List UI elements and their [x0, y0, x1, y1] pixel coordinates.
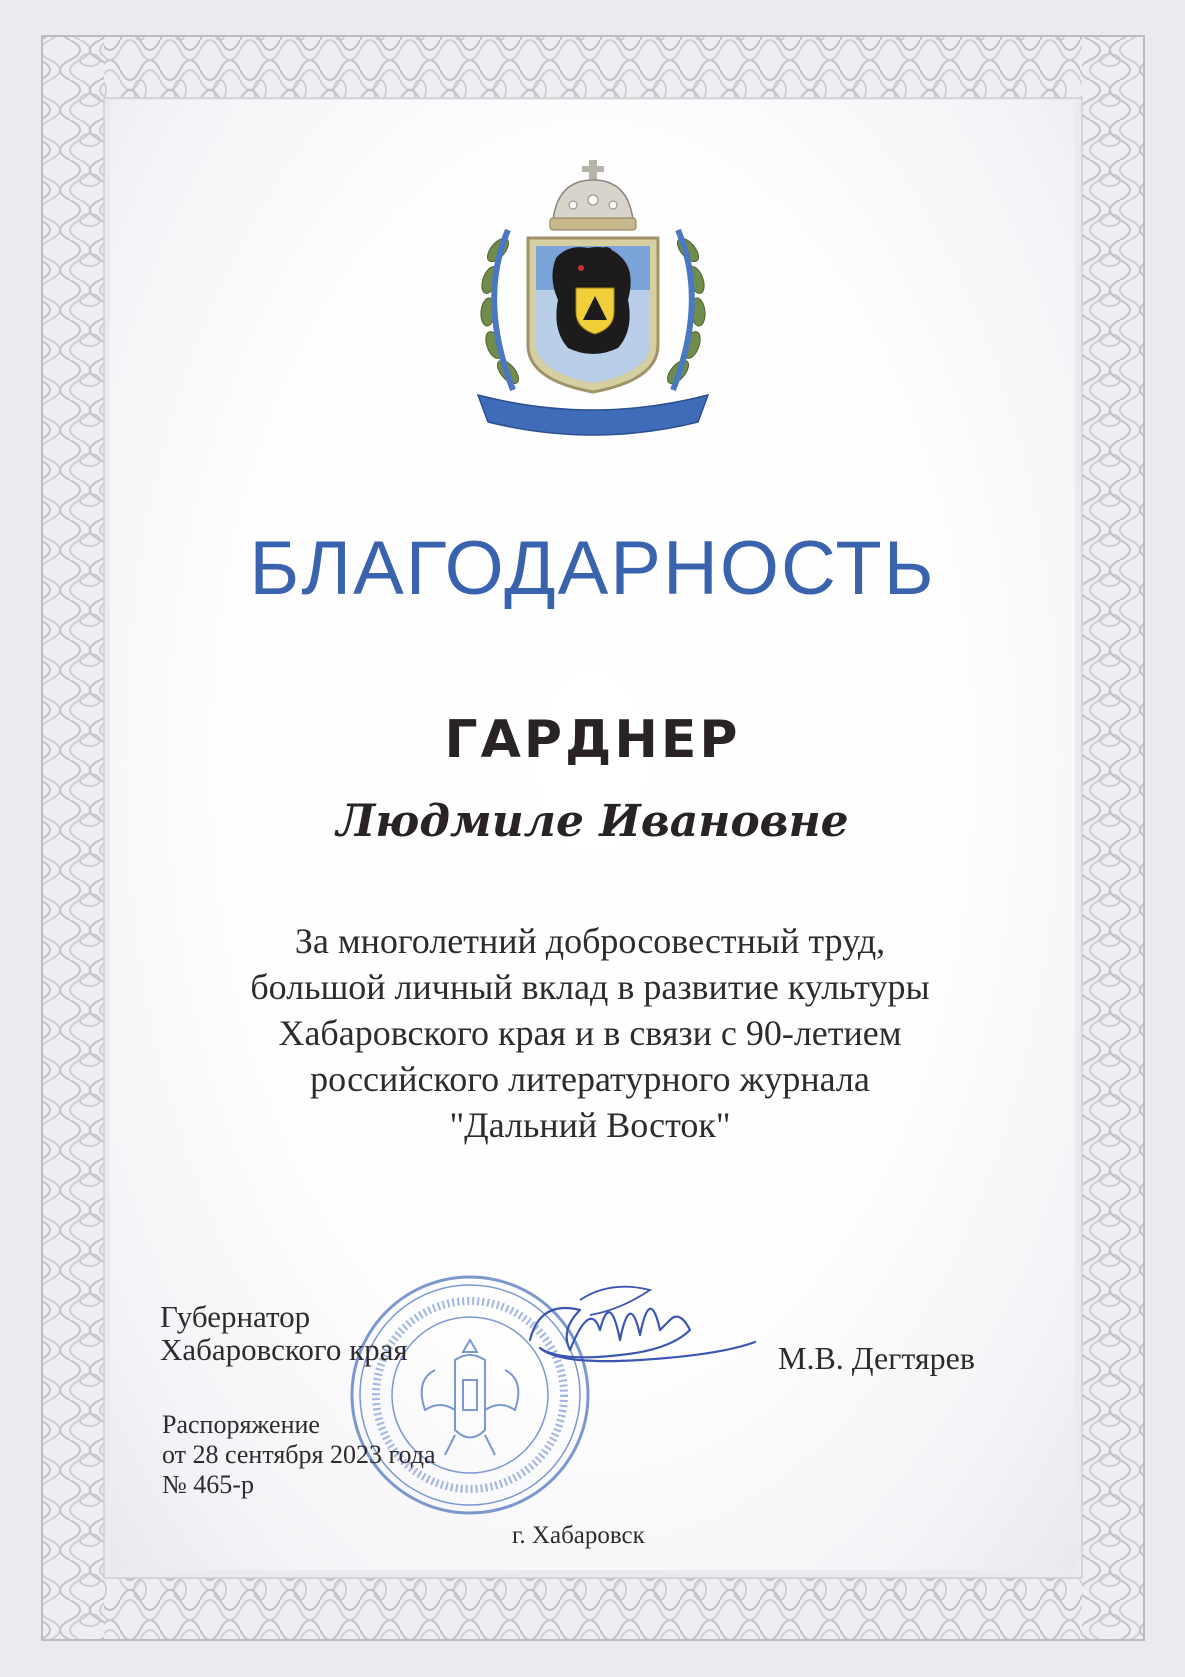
position-line: Губернатор [160, 1299, 311, 1334]
city-label: г. Хабаровск [512, 1522, 645, 1549]
document-title: БЛАГОДАРНОСТЬ [249, 526, 936, 611]
signatory-name: М.В. Дегтярев [778, 1340, 975, 1376]
award-reason [190, 918, 990, 1148]
position-line: Хабаровского края [160, 1332, 408, 1367]
recipient-surname: ГАРДНЕР [444, 710, 741, 770]
order-line: № 465-р [162, 1470, 254, 1499]
reason-line: "Дальний Восток" [449, 1105, 731, 1145]
khabarovsk-krai-coat-of-arms-icon [468, 160, 718, 445]
recipient-given-names: Людмиле Ивановне [336, 796, 849, 847]
order-reference [162, 1410, 436, 1500]
order-line: от 28 сентября 2023 года [162, 1440, 436, 1469]
reason-line: Хабаровского края и в связи с 90-летием [278, 1013, 902, 1053]
reason-line: За многолетний добросовестный труд, [294, 921, 886, 961]
reason-line: большой личный вклад в развитие культуры [250, 967, 930, 1007]
signatory-position [160, 1300, 408, 1366]
order-line: Распоряжение [162, 1410, 320, 1439]
handwritten-signature-icon [520, 1270, 760, 1390]
reason-line: российского литературного журнала [310, 1059, 870, 1099]
